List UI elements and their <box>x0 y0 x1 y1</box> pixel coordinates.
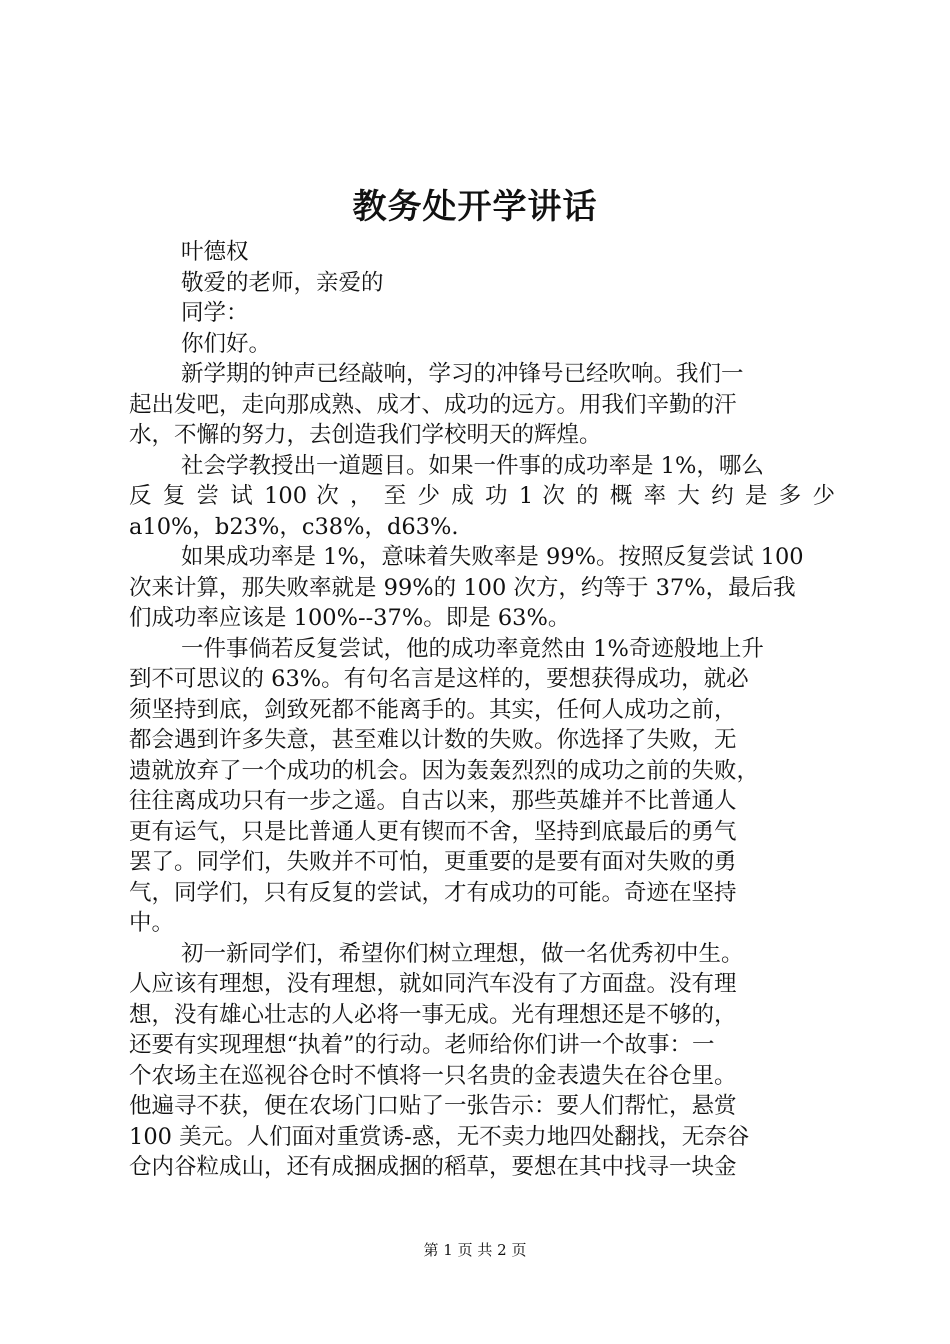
text-line: 如果成功率是 1%，意味着失败率是 99%。按照反复尝试 100 <box>181 544 804 570</box>
text-line: 还要有实现理想“执着”的行动。老师给你们讲一个故事：一 <box>129 1032 715 1058</box>
text-line: 个农场主在巡视谷仓时不慎将一只名贵的金表遗失在谷仓里。 <box>129 1062 737 1089</box>
text-line: 社会学教授出一道题目。如果一件事的成功率是 1%，哪么 <box>181 452 764 479</box>
text-line: 都会遇到许多失意，甚至难以计数的失败。你选择了失败，无 <box>129 727 737 753</box>
text-line: 100 美元。人们面对重赏诱-惑，无不卖力地四处翻找，无奈谷 <box>129 1123 750 1150</box>
document-title: 教务处开学讲话 <box>352 187 598 227</box>
text-line: 同学： <box>181 300 249 326</box>
text-line: 到不可思议的 63%。有句名言是这样的，要想获得成功，就必 <box>129 666 749 692</box>
text-line: 初一新同学们，希望你们树立理想，做一名优秀初中生。 <box>181 940 744 967</box>
text-line: 水，不懈的努力，去创造我们学校明天的辉煌。 <box>129 422 602 448</box>
text-line: 叶德权 <box>181 239 249 265</box>
text-line: 想，没有雄心壮志的人必将一事无成。光有理想还是不够的， <box>129 1001 737 1028</box>
text-line: 他遍寻不获，便在农场门口贴了一张告示：要人们帮忙，悬赏 <box>129 1093 737 1119</box>
text-line: 们成功率应该是 100%--37%。即是 63%。 <box>129 605 571 631</box>
text-line: a10%，b23%，c38%，d63%. <box>129 513 459 540</box>
text-line: 敬爱的老师，亲爱的 <box>181 269 384 296</box>
text-line: 起出发吧，走向那成熟、成才、成功的远方。用我们辛勤的汗 <box>129 391 737 418</box>
text-line: 你们好。 <box>181 330 272 357</box>
page-footer: 第 1 页 共 2 页 <box>423 1241 527 1259</box>
text-line: 罢了。同学们，失败并不可怕，更重要的是要有面对失败的勇 <box>129 849 737 875</box>
text-line: 往往离成功只有一步之遥。自古以来，那些英雄并不比普通人 <box>129 788 737 814</box>
text-line: 仓内谷粒成山，还有成捆成捆的稻草，要想在其中找寻一块金 <box>129 1154 737 1180</box>
text-line: 次来计算，那失败率就是 99%的 100 次方，约等于 37%，最后我 <box>129 574 796 601</box>
text-line: 气，同学们，只有反复的尝试，才有成功的可能。奇迹在坚持 <box>129 879 737 906</box>
text-line: 更有运气，只是比普通人更有锲而不舍，坚持到底最后的勇气 <box>129 818 737 845</box>
text-line: 须坚持到底，剑致死都不能离手的。其实，任何人成功之前， <box>129 696 737 723</box>
text-line: 一件事倘若反复尝试，他的成功率竟然由 1%奇迹般地上升 <box>181 635 764 662</box>
text-line: 遗就放弃了一个成功的机会。因为轰轰烈烈的成功之前的失败， <box>129 757 760 784</box>
document-body <box>129 237 835 1183</box>
text-line: 新学期的钟声已经敲响，学习的冲锋号已经吹响。我们一 <box>181 361 744 387</box>
text-line: 反 复 尝 试 100 次 ， 至 少 成 功 1 次 的 概 率 大 约 是 多 少 <box>129 483 835 509</box>
text-line: 中。 <box>129 910 175 936</box>
text-line: 人应该有理想，没有理想，就如同汽车没有了方面盘。没有理 <box>129 971 737 997</box>
